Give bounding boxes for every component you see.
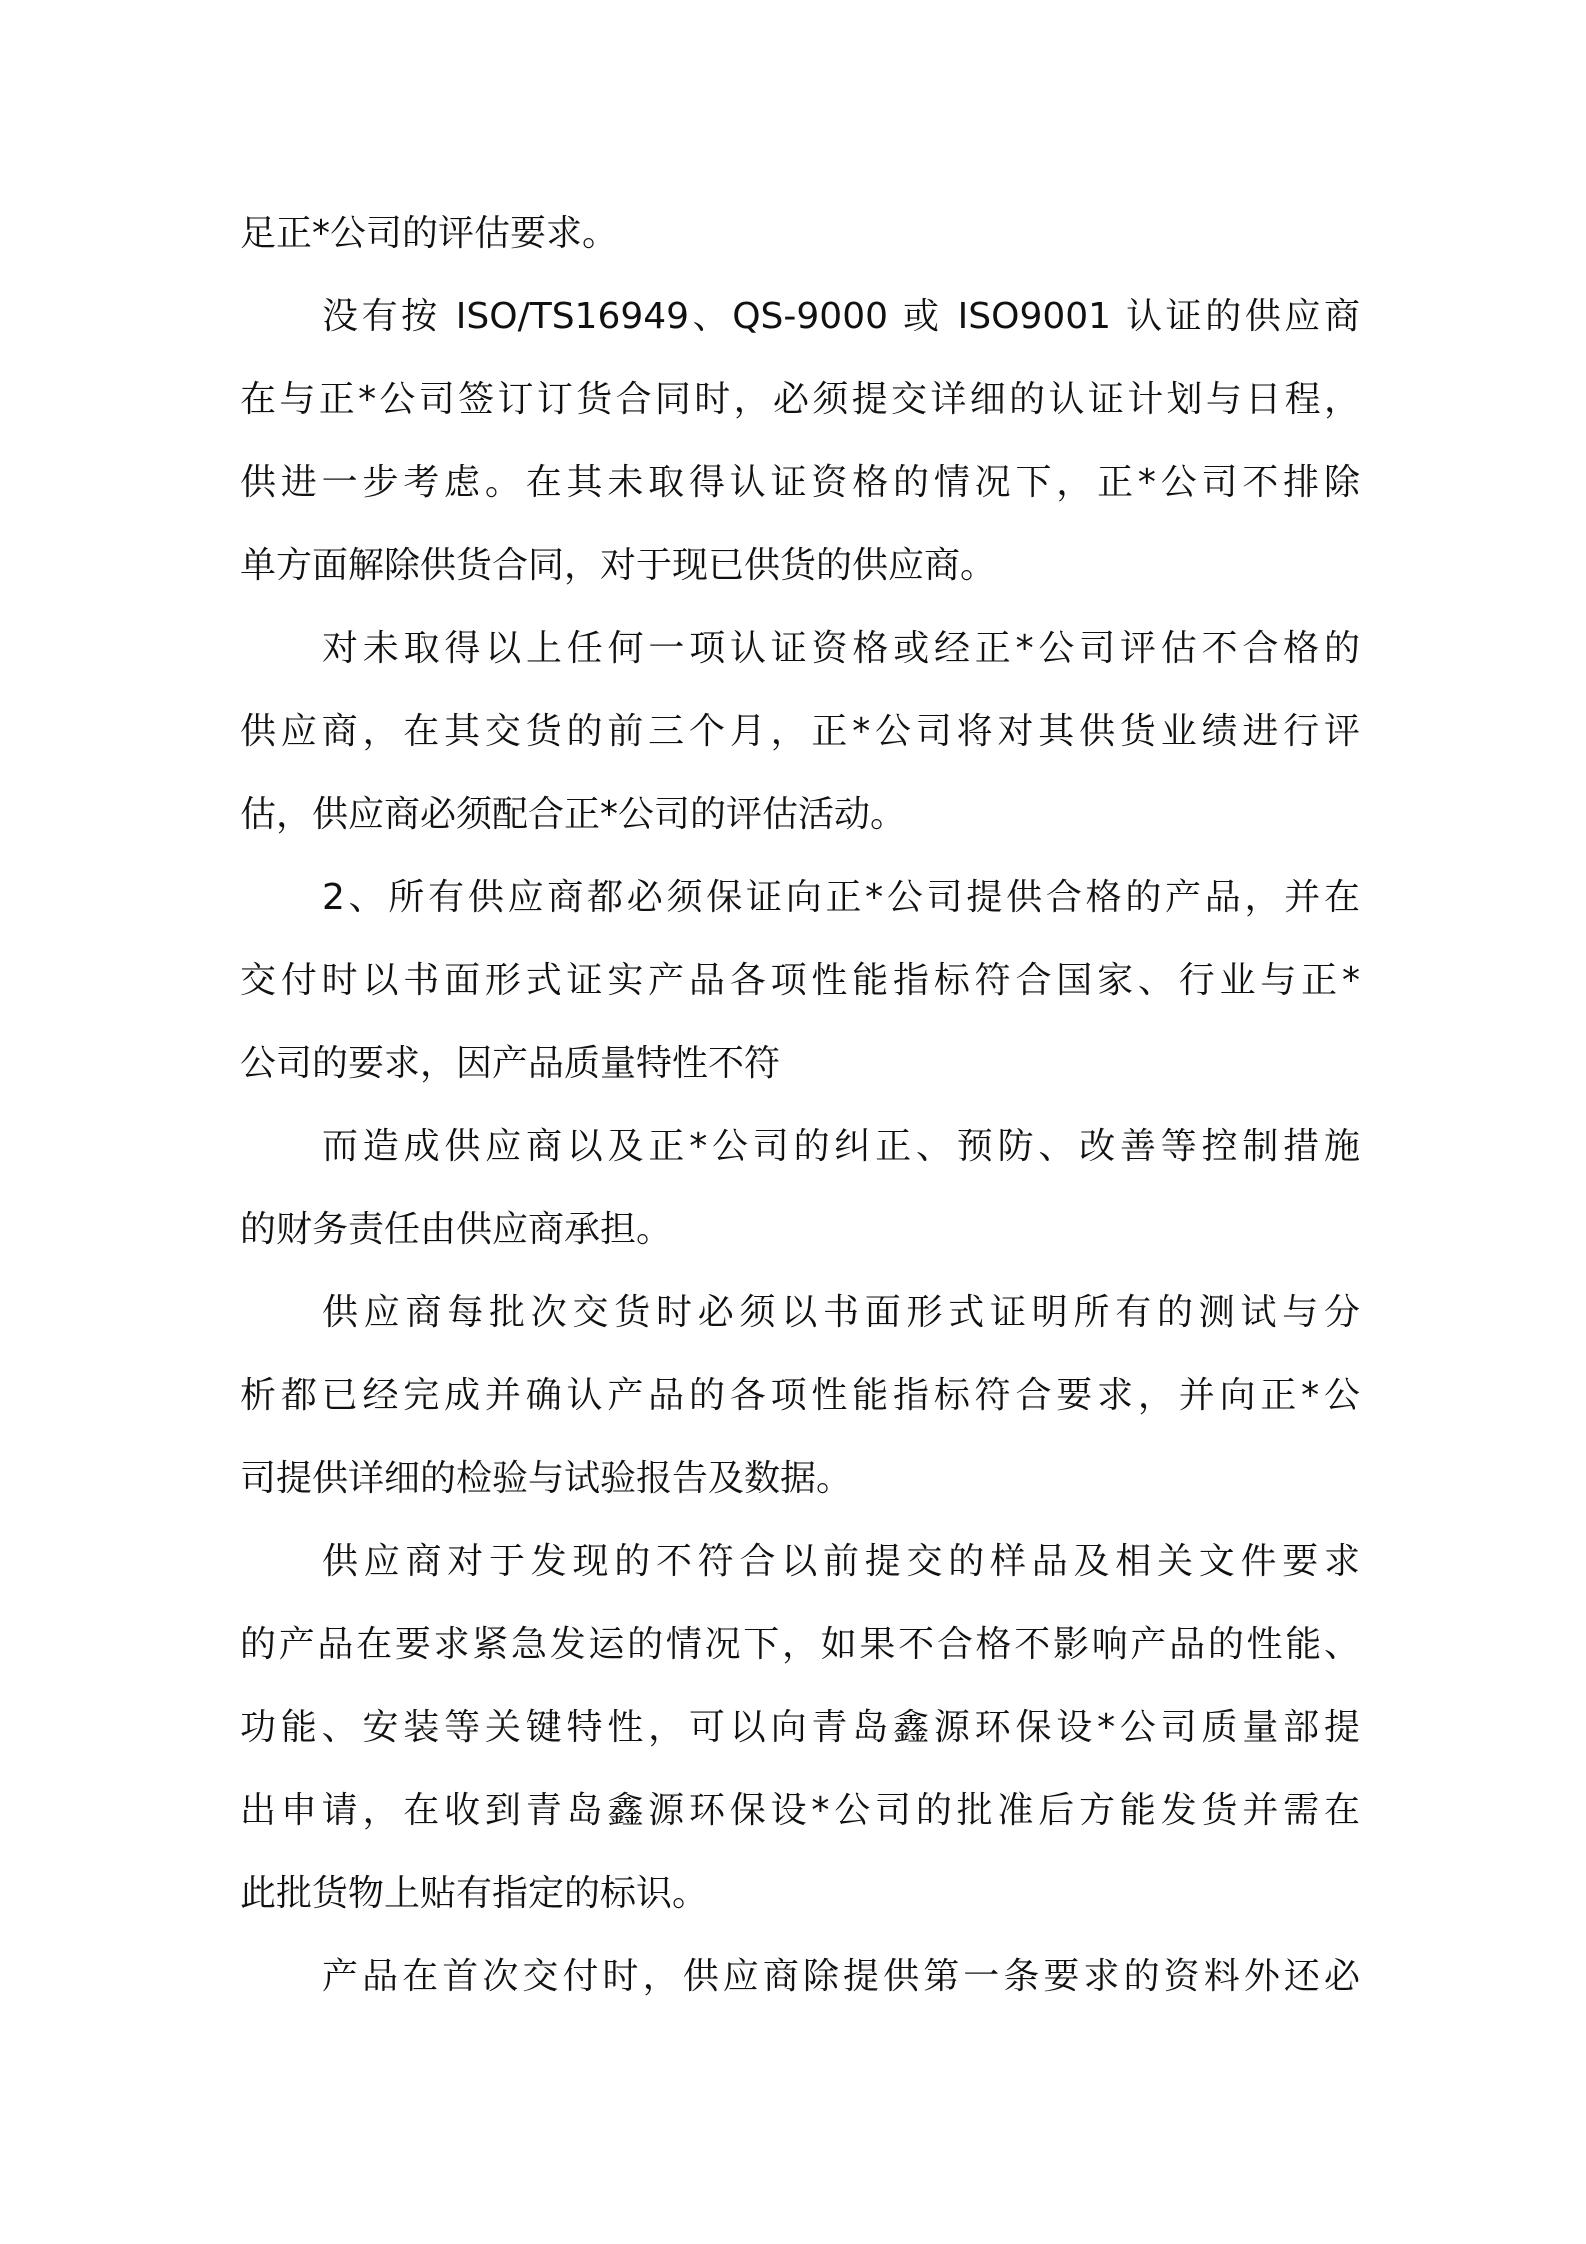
text-line: 交付时以书面形式证实产品各项性能指标符合国家、行业与正* bbox=[240, 960, 1360, 1001]
text-line: 功能、安装等关键特性，可以向青岛鑫源环保设*公司质量部提 bbox=[240, 1707, 1360, 1748]
text-line: 的产品在要求紧急发运的情况下，如果不合格不影响产品的性能、 bbox=[240, 1624, 1360, 1665]
text-line: 供应商每批次交货时必须以书面形式证明所有的测试与分 bbox=[322, 1292, 1360, 1333]
text-line: 供应商，在其交货的前三个月，正*公司将对其供货业绩进行评 bbox=[240, 711, 1360, 752]
text-line: 而造成供应商以及正*公司的纠正、预防、改善等控制措施 bbox=[322, 1126, 1360, 1167]
text-line: 对未取得以上任何一项认证资格或经正*公司评估不合格的 bbox=[322, 628, 1360, 669]
text-line: 析都已经完成并确认产品的各项性能指标符合要求，并向正*公 bbox=[240, 1375, 1360, 1416]
text-line: 公司的要求，因产品质量特性不符 bbox=[240, 1043, 781, 1084]
text-line: 2、所有供应商都必须保证向正*公司提供合格的产品，并在 bbox=[322, 877, 1360, 918]
text-line: 没有按 ISO/TS16949、QS-9000 或 ISO9001 认证的供应商 bbox=[322, 296, 1360, 337]
text-line: 足正*公司的评估要求。 bbox=[240, 213, 619, 254]
text-line: 在与正*公司签订订货合同时，必须提交详细的认证计划与日程， bbox=[240, 379, 1360, 420]
text-line: 出申请，在收到青岛鑫源环保设*公司的批准后方能发货并需在 bbox=[240, 1790, 1360, 1831]
text-line: 的财务责任由供应商承担。 bbox=[240, 1209, 673, 1250]
document-page bbox=[240, 192, 1360, 2018]
text-line: 产品在首次交付时，供应商除提供第一条要求的资料外还必 bbox=[322, 1956, 1360, 1997]
text-line: 此批货物上贴有指定的标识。 bbox=[240, 1873, 709, 1914]
text-line: 供应商对于发现的不符合以前提交的样品及相关文件要求 bbox=[322, 1541, 1360, 1582]
text-line: 供进一步考虑。在其未取得认证资格的情况下，正*公司不排除 bbox=[240, 462, 1360, 503]
text-line: 单方面解除供货合同，对于现已供货的供应商。 bbox=[240, 545, 997, 586]
text-line: 估，供应商必须配合正*公司的评估活动。 bbox=[240, 794, 907, 835]
text-line: 司提供详细的检验与试验报告及数据。 bbox=[240, 1458, 853, 1499]
